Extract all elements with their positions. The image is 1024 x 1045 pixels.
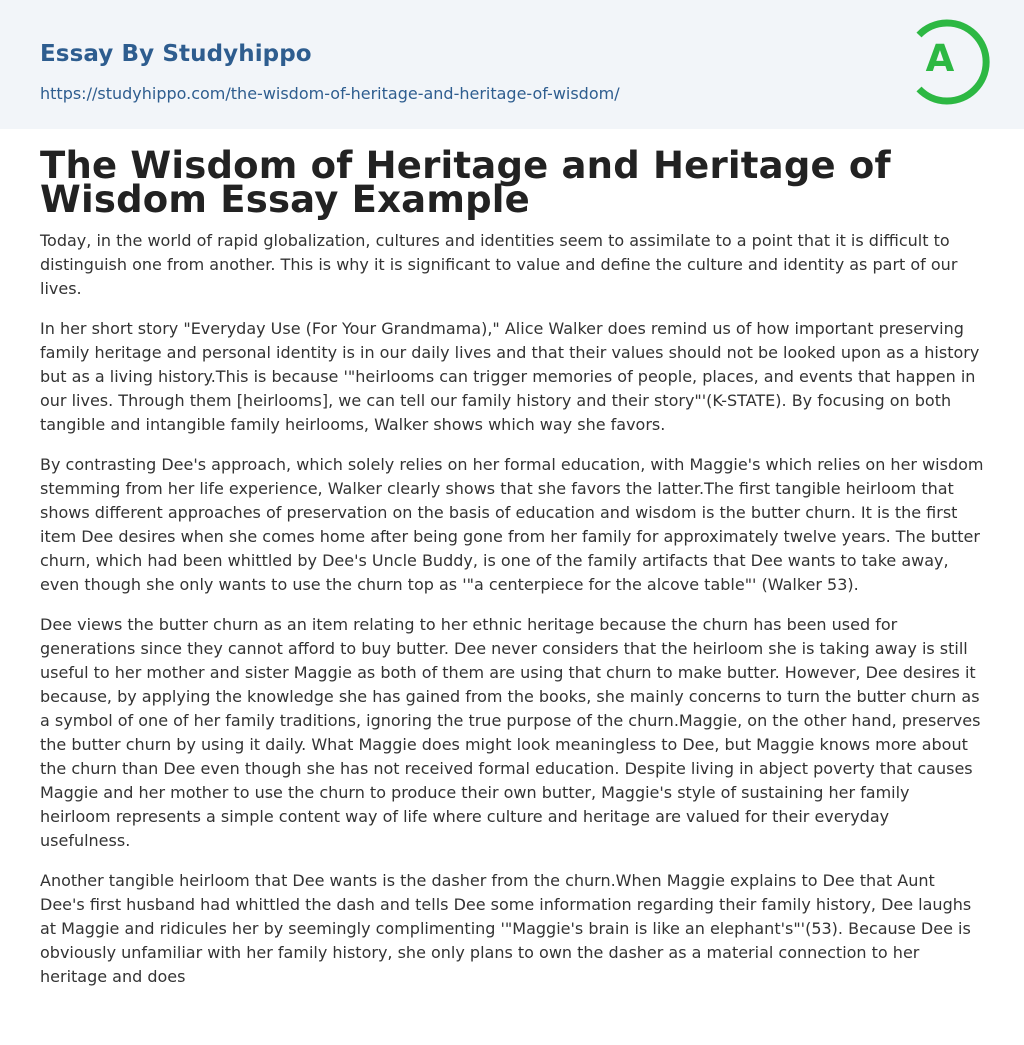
essay-paragraph: Dee views the butter churn as an item relating to her ethnic heritage because the churn has been used for generations since they cannot afford to buy butter. Dee never considers that the heirloom she is taking away is still useful to her mother and sister Maggie as both of them are using that churn to make butter. However, Dee desires it because, by applying the knowledge she has gained from the books, she mainly concerns to turn the butter churn as a symbol of one of her family traditions, ignoring the true purpose of the churn.Maggie, on the other hand, preserves the butter churn by using it daily. What Maggie does might look meaningless to Dee, but Maggie knows more about the churn than Dee even though she has not received formal education. Despite living in abject poverty that causes Maggie and her mother to use the churn to produce their own butter, Maggie's style of sustaining her family heirloom represents a simple content way of life where culture and heritage are valued for their everyday usefulness.: [40, 615, 981, 850]
essay-title: The Wisdom of Heritage and Heritage of Wisdom Essay Example: [40, 144, 891, 221]
site-header: [0, 0, 1024, 129]
essay-paragraph: In her short story "Everyday Use (For Your Grandmama)," Alice Walker does remind us of how important preserving family heritage and personal identity is in our daily lives and that their values should not be looked upon as a history but as a living history.This is because '"heirlooms can trigger memories of people, places, and events that happen in our lives. Through them [heirlooms], we can tell our family history and their story"'(K-STATE). By focusing on both tangible and intangible family heirlooms, Walker shows which way she favors.: [40, 319, 980, 434]
circle-logo-icon[interactable]: [904, 17, 992, 107]
essay-paragraph: By contrasting Dee's approach, which solely relies on her formal education, with Maggie's which relies on her wisdom stemming from her life experience, Walker clearly shows that she favors the latter.The first tangible heirloom that shows different approaches of preservation on the basis of education and wisdom is the butter churn. It is the first item Dee desires when she comes home after being gone from her family for approximately twelve years. The butter churn, which had been whittled by Dee's Uncle Buddy, is one of the family artifacts that Dee wants to take away, even though she only wants to use the churn top as '"a centerpiece for the alcove table"' (Walker 53).: [40, 455, 984, 594]
site-brand[interactable]: Essay By Studyhippo: [40, 41, 312, 67]
essay-paragraph: Today, in the world of rapid globalization, cultures and identities seem to assimilate to a point that it is difficult to distinguish one from another. This is why it is significant to value and define the culture and identity as part of our lives.: [40, 231, 958, 298]
essay-paragraph: Another tangible heirloom that Dee wants is the dasher from the churn.When Maggie explains to Dee that Aunt Dee's first husband had whittled the dash and tells Dee some information regarding their family history, Dee laughs at Maggie and ridicules her by seemingly complimenting '"Maggie's brain is like an elephant's"'(53). Because Dee is obviously unfamiliar with her family history, she only plans to own the dasher as a material connection to her heritage and does: [40, 871, 972, 986]
logo-letter: A: [925, 37, 955, 80]
essay-content: [0, 144, 1024, 989]
essay-url-link[interactable]: https://studyhippo.com/the-wisdom-of-heritage-and-heritage-of-wisdom/: [40, 84, 620, 103]
